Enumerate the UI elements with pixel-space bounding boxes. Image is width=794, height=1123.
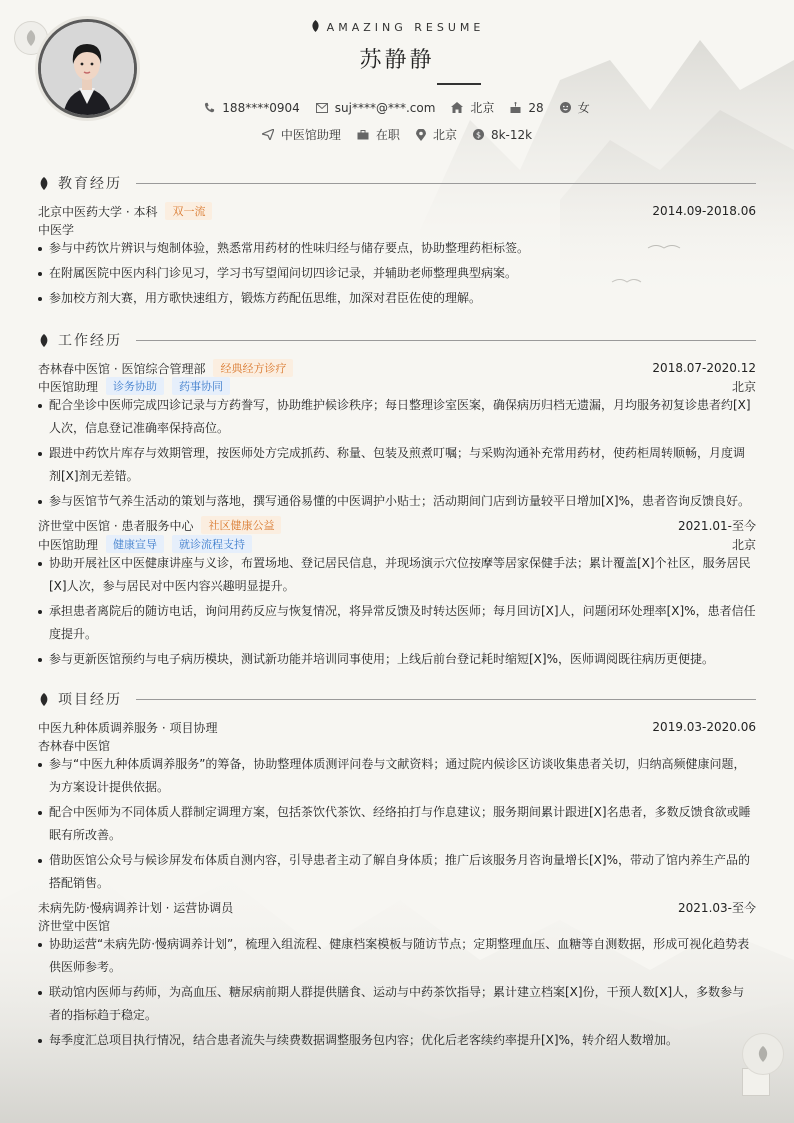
project-1-org-line xyxy=(38,736,756,754)
job-intent-row xyxy=(0,126,794,143)
work-location: 北京 xyxy=(731,537,756,552)
phone-item xyxy=(204,99,299,116)
list-item: 参与更新医馆预约与电子病历模块，测试新功能并培训同事使用；上线后前台登记耗时缩短[X]%，医师调阅既往病历更便捷。 xyxy=(38,648,756,671)
list-item: 跟进中药饮片库存与效期管理，按医师处方完成抓药、称量、包装及煎煮叮嘱；与采购沟通补充常用药材，使药柜周转顺畅，月度调剂[X]剂无差错。 xyxy=(38,442,756,488)
project-1-bullets xyxy=(38,753,756,897)
work-location: 北京 xyxy=(731,379,756,394)
location-pin-icon xyxy=(416,129,426,141)
list-item: 参与中药饮片辨识与炮制体验，熟悉常用药材的性味归经与储存要点，协助整理药柜标签。 xyxy=(38,237,756,260)
work-org: 济世堂中医馆 · 患者服务中心 xyxy=(38,518,194,533)
home-icon xyxy=(451,102,463,113)
list-item: 参与医馆节气养生活动的策划与落地，撰写通俗易懂的中医调护小贴士；活动期间门店到访量较平日增加[X]%，患者咨询反馈良好。 xyxy=(38,490,756,513)
age-item xyxy=(510,99,543,116)
project-name: 未病先防·慢病调养计划 · 运营协调员 xyxy=(38,900,234,915)
work-tag: 经典经方诊疗 xyxy=(213,359,293,377)
phone-text: 188****0904 xyxy=(222,100,300,115)
resume-banner xyxy=(0,20,794,34)
section-title: 工作经历 xyxy=(58,333,122,349)
work-1-bullets xyxy=(38,394,756,515)
project-1-header-line xyxy=(38,718,756,736)
work-date: 2021.01-至今 xyxy=(678,518,756,533)
section-divider xyxy=(136,340,756,341)
project-2-org-line xyxy=(38,916,756,934)
list-item: 配合中医师为不同体质人群制定调理方案，包括茶饮代茶饮、经络拍打与作息建议；服务期间累计跟进[X]名患者，多数反馈食欲或睡眠有所改善。 xyxy=(38,801,756,847)
work-org: 杏林春中医馆 · 医馆综合管理部 xyxy=(38,361,206,376)
list-item: 协助运营“未病先防·慢病调养计划”，梳理入组流程、健康档案模板与随访节点；定期整理血压、血糖等自测数据，形成可视化趋势表供医师参考。 xyxy=(38,933,756,979)
project-2-header-line xyxy=(38,898,756,916)
project-date: 2021.03-至今 xyxy=(678,900,756,915)
work-role: 中医馆助理 xyxy=(38,537,99,552)
email-item xyxy=(316,99,436,116)
list-item: 协助开展社区中医健康讲座与义诊，布置场地、登记居民信息，并现场演示穴位按摩等居家保健手法；累计覆盖[X]个社区，服务居民[X]人次，参与居民对中医内容兴趣明显提升。 xyxy=(38,552,756,598)
work-tag: 社区健康公益 xyxy=(201,516,281,534)
cake-icon xyxy=(510,102,521,113)
project-org: 济世堂中医馆 xyxy=(38,918,111,933)
target-job-item xyxy=(262,126,341,143)
work-role: 中医馆助理 xyxy=(38,379,99,394)
city-text: 北京 xyxy=(470,101,495,115)
status-item xyxy=(357,126,400,143)
gender-item xyxy=(560,99,590,116)
mail-icon xyxy=(316,103,328,113)
section-title: 项目经历 xyxy=(58,692,122,708)
leaf-icon xyxy=(38,693,50,706)
gender-text: 女 xyxy=(577,101,590,115)
section-work-header xyxy=(38,330,756,350)
status-text: 在职 xyxy=(375,128,400,142)
list-item: 参加校方剂大赛，用方歌快速组方，锻炼方药配伍思维，加深对君臣佐使的理解。 xyxy=(38,287,756,310)
work-1-header-line xyxy=(38,359,756,377)
svg-text:$: $ xyxy=(475,130,481,140)
send-icon xyxy=(262,129,274,140)
target-city-text: 北京 xyxy=(432,128,457,142)
role-tag: 就诊流程支持 xyxy=(172,535,252,553)
role-tag: 健康宣导 xyxy=(106,535,164,553)
work-2-bullets xyxy=(38,552,756,673)
candidate-name: 苏静静 xyxy=(359,48,435,73)
list-item: 联动馆内医师与药师，为高血压、糖尿病前期人群提供膳食、运动与中药茶饮指导；累计建立档案[X]份，干预人数[X]人，多数参与者的指标趋于稳定。 xyxy=(38,981,756,1027)
work-date: 2018.07-2020.12 xyxy=(652,361,756,375)
work-1-role-line xyxy=(38,377,756,395)
phone-icon xyxy=(204,102,215,113)
contact-row xyxy=(0,99,794,116)
leaf-icon xyxy=(38,334,50,347)
education-major-line xyxy=(38,220,756,238)
salary-item xyxy=(473,126,532,143)
education-bullets xyxy=(38,237,756,312)
project-date: 2019.03-2020.06 xyxy=(652,720,756,734)
section-divider xyxy=(136,183,756,184)
work-2-header-line xyxy=(38,516,756,534)
school-name: 北京中医药大学 · 本科 xyxy=(38,204,158,219)
list-item: 配合坐诊中医师完成四诊记录与方药誊写，协助维护候诊秩序；每日整理诊室医案，确保病历归档无遗漏，月均服务初复诊患者约[X]人次，信息登记准确率保持高位。 xyxy=(38,394,756,440)
list-item: 参与“中医九种体质调养服务”的筹备，协助整理体质测评问卷与文献资料；通过院内候诊区访谈收集患者关切，归纳高频健康问题，为方案设计提供依据。 xyxy=(38,753,756,799)
age-text: 28 xyxy=(528,100,544,115)
section-divider xyxy=(136,699,756,700)
list-item: 每季度汇总项目执行情况，结合患者流失与续费数据调整服务包内容；优化后老客续约率提升[X]%，转介绍人数增加。 xyxy=(38,1029,756,1052)
education-header-line xyxy=(38,202,756,220)
project-org: 杏林春中医馆 xyxy=(38,738,111,753)
section-title: 教育经历 xyxy=(58,176,122,192)
city-item xyxy=(451,99,494,116)
project-2-bullets xyxy=(38,933,756,1054)
banner-text: AMAZING RESUME xyxy=(326,21,485,34)
list-item: 借助医馆公众号与候诊屏发布体质自测内容，引导患者主动了解自身体质；推广后该服务月咨询量增长[X]%，带动了馆内养生产品的搭配销售。 xyxy=(38,849,756,895)
work-2-role-line xyxy=(38,535,756,553)
salary-text: 8k-12k xyxy=(490,127,533,142)
list-item: 承担患者离院后的随访电话，询问用药反应与恢复情况，将异常反馈及时转达医师；每月回访[X]人，问题闭环处理率[X]%，患者信任度提升。 xyxy=(38,600,756,646)
name-divider xyxy=(437,83,481,85)
target-city-item xyxy=(416,126,457,143)
section-projects-header xyxy=(38,689,756,709)
project-name: 中医九种体质调养服务 · 项目协理 xyxy=(38,720,218,735)
school-tag: 双一流 xyxy=(165,202,212,220)
role-tag: 诊务协助 xyxy=(106,377,164,395)
section-education-header xyxy=(38,173,756,193)
education-date: 2014.09-2018.06 xyxy=(652,204,756,218)
leaf-icon xyxy=(38,177,50,190)
major: 中医学 xyxy=(38,222,75,237)
target-job-text: 中医馆助理 xyxy=(280,128,341,142)
briefcase-icon xyxy=(357,130,369,140)
face-icon xyxy=(560,102,571,113)
decorative-leaf-badge xyxy=(742,1033,784,1075)
list-item: 在附属医院中医内科门诊见习，学习书写望闻问切四诊记录，并辅助老师整理典型病案。 xyxy=(38,262,756,285)
email-text: suj****@***.com xyxy=(334,100,436,115)
leaf-icon xyxy=(756,1046,770,1062)
role-tag: 药事协同 xyxy=(172,377,230,395)
money-icon xyxy=(473,129,484,140)
leaf-icon xyxy=(310,20,321,32)
